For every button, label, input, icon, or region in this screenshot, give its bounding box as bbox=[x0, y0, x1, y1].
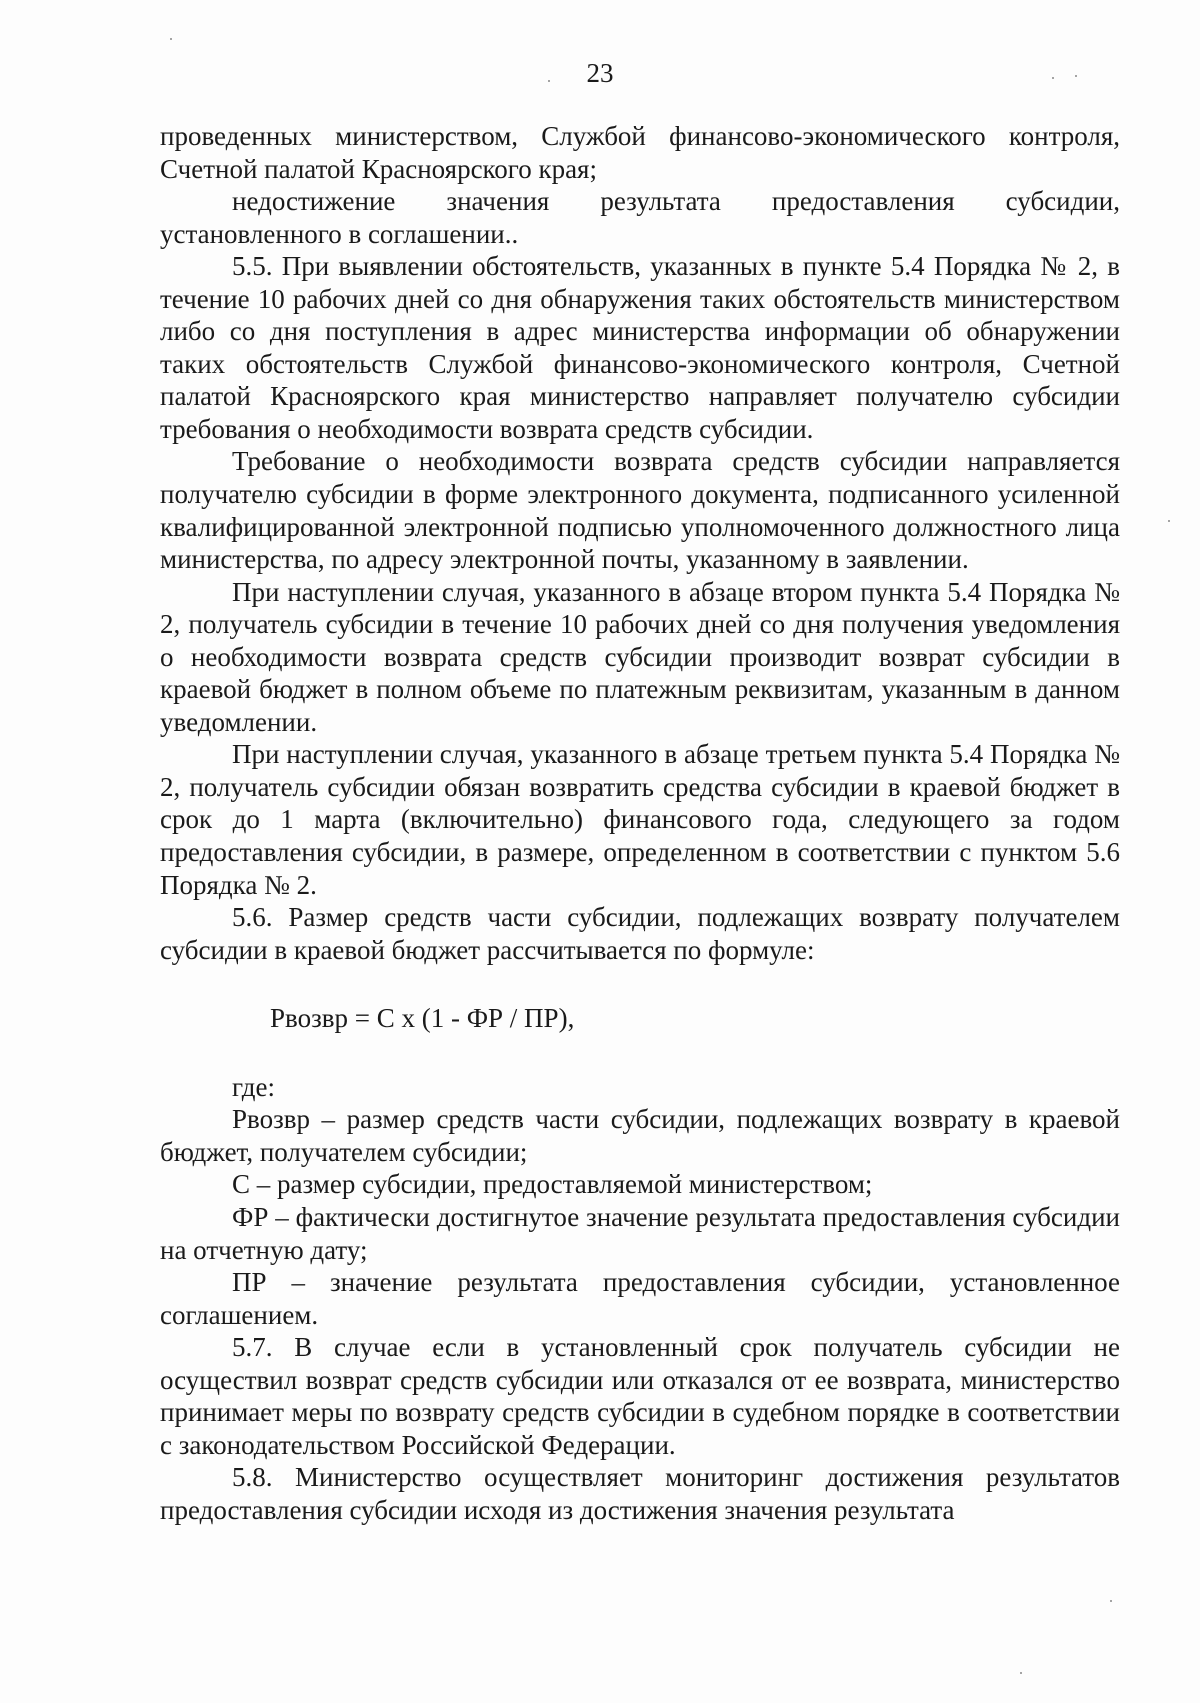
paragraph-where: где: bbox=[232, 1071, 275, 1102]
paragraph-requirement: Требование о необходимости возврата средств субсидии направляется получателю субсидии в форме электронного документа, подписанного усиленной квалифицированной электронной подписью уполномоченного должностного лица министерства, по адресу электронной почты, указанному в заявлении. bbox=[160, 446, 1120, 575]
page-number: 23 bbox=[586, 58, 614, 88]
formula: Рвозвр = С х (1 - ФР / ПР), bbox=[270, 1003, 575, 1034]
definition-fr: ФР – фактически достигнутое значение результата предоставления субсидии на отчетную дату; bbox=[160, 1201, 1120, 1265]
paragraph-case-third: При наступлении случая, указанного в абзаце третьем пункта 5.4 Порядка № 2, получатель субсидии обязан возвратить средства субсидии в краевой бюджет в срок до 1 марта (включительно) финансового года, следующего за годом предоставления субсидии, в размере, определенном в соответствии с пунктом 5.6 Порядка № 2. bbox=[160, 739, 1120, 900]
scan-speck bbox=[1052, 77, 1054, 79]
definition-rvozvr: Рвозвр – размер средств части субсидии, подлежащих возврату в краевой бюджет, получателем субсидии; bbox=[160, 1104, 1120, 1167]
definition-pr: ПР – значение результата предоставления субсидии, установленное соглашением. bbox=[160, 1267, 1120, 1330]
definition-c: С – размер субсидии, предоставляемой министерством; bbox=[232, 1169, 873, 1200]
paragraph-5-5: 5.5. При выявлении обстоятельств, указанных в пункте 5.4 Порядка № 2, в течение 10 рабочих дней со дня обнаружения таких обстоятельств министерством либо со дня поступления в адрес министерства информации об обнаружении таких обстоятельств Службой финансово-экономического контроля, Счетной палатой Красноярского края министерство направляет получателю субсидии требования о необходимости возврата средств субсидии. bbox=[160, 251, 1120, 444]
scan-speck bbox=[170, 38, 172, 40]
paragraph-non-achievement: недостижение значения результата предоставления субсидии, установленного в соглашении.. bbox=[160, 186, 1120, 249]
scan-speck bbox=[1168, 520, 1170, 522]
paragraph-5-6: 5.6. Размер средств части субсидии, подлежащих возврату получателем субсидии в краевой бюджет рассчитывается по формуле: bbox=[160, 902, 1120, 965]
paragraph-case-second: При наступлении случая, указанного в абзаце втором пункта 5.4 Порядка № 2, получатель субсидии в течение 10 рабочих дней со дня получения уведомления о необходимости возврата средств субсидии производит возврат субсидии в краевой бюджет в полном объеме по платежным реквизитам, указанным в данном уведомлении. bbox=[160, 576, 1120, 737]
scan-speck bbox=[1020, 1672, 1022, 1674]
scan-speck bbox=[1110, 1600, 1112, 1602]
paragraph-5-8: 5.8. Министерство осуществляет мониторинг достижения результатов предоставления субсидии исходя из достижения значения результата bbox=[160, 1462, 1120, 1525]
paragraph-5-7: 5.7. В случае если в установленный срок получатель субсидии не осуществил возврат средств субсидии или отказался от ее возврата, министерство принимает меры по возврату средств субсидии в судебном порядке в соответствии с законодательством Российской Федерации. bbox=[160, 1332, 1120, 1460]
scan-speck bbox=[548, 80, 550, 82]
scan-speck bbox=[1075, 75, 1077, 77]
paragraph-continuation: проведенных министерством, Службой финансово-экономического контроля, Счетной палатой Красноярского края; bbox=[160, 121, 1120, 184]
document-body bbox=[160, 120, 1120, 1526]
